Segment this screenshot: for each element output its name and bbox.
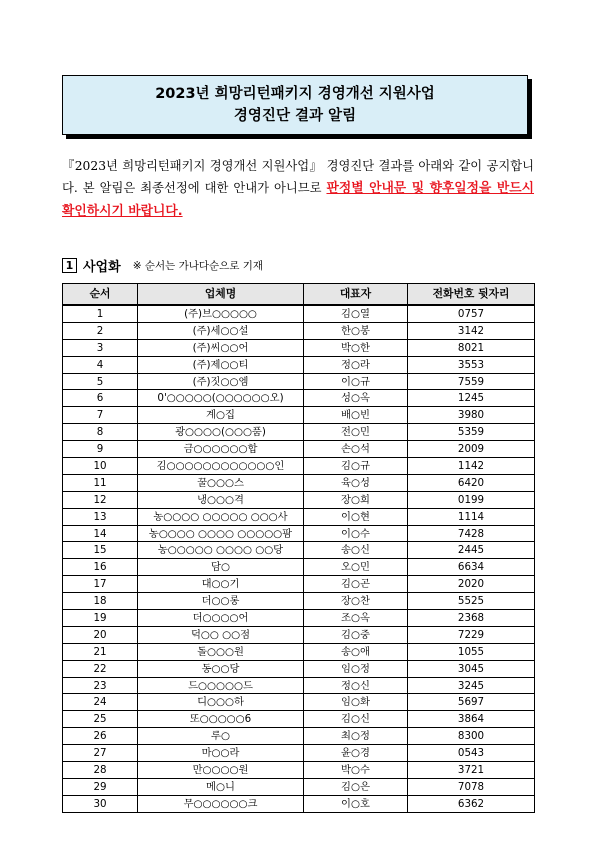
cell-order: 11 bbox=[63, 474, 138, 491]
cell-order: 4 bbox=[63, 356, 138, 373]
cell-phone-last: 5525 bbox=[408, 593, 535, 610]
cell-company: 광○○○○(○○○품) bbox=[138, 424, 304, 441]
cell-order: 27 bbox=[63, 745, 138, 762]
cell-company: 마○○라 bbox=[138, 745, 304, 762]
table-row bbox=[63, 508, 535, 525]
cell-order: 3 bbox=[63, 339, 138, 356]
cell-company: 농○○○○ ○○○○ ○○○○○팜 bbox=[138, 525, 304, 542]
cell-representative: 오○민 bbox=[304, 559, 408, 576]
table-row bbox=[63, 728, 535, 745]
cell-phone-last: 6420 bbox=[408, 474, 535, 491]
cell-phone-last: 0199 bbox=[408, 491, 535, 508]
cell-order: 24 bbox=[63, 694, 138, 711]
cell-phone-last: 3553 bbox=[408, 356, 535, 373]
cell-order: 7 bbox=[63, 407, 138, 424]
table-row bbox=[63, 458, 535, 475]
table-row bbox=[63, 559, 535, 576]
section-number-box: 1 bbox=[62, 258, 77, 273]
cell-phone-last: 1114 bbox=[408, 508, 535, 525]
table-row bbox=[63, 322, 535, 339]
notice-title-line-1: 2023년 희망리턴패키지 경영개선 지원사업 bbox=[155, 86, 435, 102]
cell-order: 29 bbox=[63, 778, 138, 795]
cell-representative: 김○중 bbox=[304, 626, 408, 643]
table-row bbox=[63, 390, 535, 407]
cell-phone-last: 5697 bbox=[408, 694, 535, 711]
cell-representative: 박○한 bbox=[304, 339, 408, 356]
cell-company: 김○○○○○○○○○○○○인 bbox=[138, 458, 304, 475]
cell-order: 10 bbox=[63, 458, 138, 475]
cell-company: (주)브○○○○○ bbox=[138, 305, 304, 322]
cell-order: 19 bbox=[63, 610, 138, 627]
table-header-row bbox=[63, 284, 535, 306]
cell-company: 덕○○ ○○점 bbox=[138, 626, 304, 643]
cell-order: 23 bbox=[63, 677, 138, 694]
cell-representative: 이○현 bbox=[304, 508, 408, 525]
section-note: ※ 순서는 가나다순으로 기재 bbox=[132, 260, 264, 272]
cell-representative: 장○찬 bbox=[304, 593, 408, 610]
header-phone-last: 전화번호 뒷자리 bbox=[408, 284, 535, 306]
cell-company: 루○ bbox=[138, 728, 304, 745]
cell-phone-last: 7559 bbox=[408, 373, 535, 390]
cell-order: 20 bbox=[63, 626, 138, 643]
cell-representative: 박○수 bbox=[304, 762, 408, 779]
cell-representative: 임○화 bbox=[304, 694, 408, 711]
cell-company: 디○○○하 bbox=[138, 694, 304, 711]
cell-representative: 장○희 bbox=[304, 491, 408, 508]
table-row bbox=[63, 474, 535, 491]
cell-representative: 김○은 bbox=[304, 778, 408, 795]
table-row bbox=[63, 407, 535, 424]
cell-representative: 전○민 bbox=[304, 424, 408, 441]
table-row bbox=[63, 525, 535, 542]
table-row bbox=[63, 626, 535, 643]
cell-phone-last: 3721 bbox=[408, 762, 535, 779]
cell-phone-last: 2368 bbox=[408, 610, 535, 627]
cell-phone-last: 3245 bbox=[408, 677, 535, 694]
cell-representative: 조○옥 bbox=[304, 610, 408, 627]
cell-company: 돌○○○원 bbox=[138, 643, 304, 660]
intro-paragraph bbox=[62, 155, 534, 223]
cell-phone-last: 2009 bbox=[408, 441, 535, 458]
cell-representative: 김○곤 bbox=[304, 576, 408, 593]
cell-representative: 이○규 bbox=[304, 373, 408, 390]
cell-order: 21 bbox=[63, 643, 138, 660]
cell-phone-last: 3142 bbox=[408, 322, 535, 339]
cell-phone-last: 3045 bbox=[408, 660, 535, 677]
table-row bbox=[63, 795, 535, 812]
table-row bbox=[63, 593, 535, 610]
cell-company: 드○○○○○드 bbox=[138, 677, 304, 694]
table-row bbox=[63, 424, 535, 441]
cell-representative: 이○수 bbox=[304, 525, 408, 542]
cell-phone-last: 7078 bbox=[408, 778, 535, 795]
cell-order: 26 bbox=[63, 728, 138, 745]
cell-representative: 정○신 bbox=[304, 677, 408, 694]
cell-representative: 이○호 bbox=[304, 795, 408, 812]
table-row bbox=[63, 373, 535, 390]
notice-title-line-2: 경영진단 결과 알림 bbox=[233, 108, 357, 124]
cell-order: 14 bbox=[63, 525, 138, 542]
cell-company: 메○니 bbox=[138, 778, 304, 795]
cell-representative: 김○신 bbox=[304, 711, 408, 728]
cell-phone-last: 7428 bbox=[408, 525, 535, 542]
cell-phone-last: 1245 bbox=[408, 390, 535, 407]
table-row bbox=[63, 711, 535, 728]
table-row bbox=[63, 339, 535, 356]
cell-representative: 육○성 bbox=[304, 474, 408, 491]
cell-representative: 배○빈 bbox=[304, 407, 408, 424]
cell-order: 28 bbox=[63, 762, 138, 779]
cell-order: 30 bbox=[63, 795, 138, 812]
cell-company: 동○○당 bbox=[138, 660, 304, 677]
cell-company: (주)세○○설 bbox=[138, 322, 304, 339]
table-row bbox=[63, 305, 535, 322]
cell-phone-last: 8021 bbox=[408, 339, 535, 356]
cell-representative: 김○규 bbox=[304, 458, 408, 475]
section-title: 사업화 bbox=[83, 260, 121, 275]
cell-company: 대○○기 bbox=[138, 576, 304, 593]
cell-order: 17 bbox=[63, 576, 138, 593]
cell-phone-last: 1142 bbox=[408, 458, 535, 475]
table-row bbox=[63, 610, 535, 627]
table-row bbox=[63, 694, 535, 711]
cell-phone-last: 6634 bbox=[408, 559, 535, 576]
cell-company: 꿀○○○스 bbox=[138, 474, 304, 491]
notice-title-box bbox=[62, 75, 528, 135]
cell-company: 0'○○○○○(○○○○○○오) bbox=[138, 390, 304, 407]
table-row bbox=[63, 745, 535, 762]
cell-representative: 김○열 bbox=[304, 305, 408, 322]
cell-representative: 송○신 bbox=[304, 542, 408, 559]
header-representative: 대표자 bbox=[304, 284, 408, 306]
table-row bbox=[63, 542, 535, 559]
cell-phone-last: 5359 bbox=[408, 424, 535, 441]
cell-phone-last: 7229 bbox=[408, 626, 535, 643]
table-row bbox=[63, 441, 535, 458]
cell-phone-last: 2020 bbox=[408, 576, 535, 593]
cell-order: 9 bbox=[63, 441, 138, 458]
cell-order: 8 bbox=[63, 424, 138, 441]
cell-company: 농○○○○○ ○○○○ ○○당 bbox=[138, 542, 304, 559]
header-company: 업체명 bbox=[138, 284, 304, 306]
cell-order: 2 bbox=[63, 322, 138, 339]
cell-order: 12 bbox=[63, 491, 138, 508]
table-row bbox=[63, 762, 535, 779]
cell-representative: 임○정 bbox=[304, 660, 408, 677]
table-body bbox=[63, 305, 535, 812]
cell-company: (주)제○○티 bbox=[138, 356, 304, 373]
cell-representative: 한○봉 bbox=[304, 322, 408, 339]
table-row bbox=[63, 576, 535, 593]
cell-phone-last: 8300 bbox=[408, 728, 535, 745]
intro-emphasis: 판정별 안내문 및 향후일정을 반드시 확인하시기 바랍니다. bbox=[62, 181, 535, 219]
cell-representative: 손○석 bbox=[304, 441, 408, 458]
table-row bbox=[63, 643, 535, 660]
cell-order: 5 bbox=[63, 373, 138, 390]
cell-company: 더○○롱 bbox=[138, 593, 304, 610]
cell-company: 농○○○○ ○○○○○ ○○○사 bbox=[138, 508, 304, 525]
cell-phone-last: 6362 bbox=[408, 795, 535, 812]
cell-order: 15 bbox=[63, 542, 138, 559]
table-row bbox=[63, 491, 535, 508]
cell-representative: 성○옥 bbox=[304, 390, 408, 407]
section-header bbox=[62, 256, 263, 275]
cell-order: 22 bbox=[63, 660, 138, 677]
cell-company: 무○○○○○○크 bbox=[138, 795, 304, 812]
cell-company: 더○○○○어 bbox=[138, 610, 304, 627]
cell-phone-last: 1055 bbox=[408, 643, 535, 660]
intro-text: 『2023년 희망리턴패키지 경영개선 지원사업』 경영진단 결과를 아래와 같이 공지합니다. 본 알림은 최종선정에 대한 안내가 아니므로 bbox=[62, 159, 534, 195]
cell-phone-last: 3980 bbox=[408, 407, 535, 424]
cell-phone-last: 0543 bbox=[408, 745, 535, 762]
cell-representative: 윤○경 bbox=[304, 745, 408, 762]
cell-company: 또○○○○○6 bbox=[138, 711, 304, 728]
cell-company: 만○○○○원 bbox=[138, 762, 304, 779]
cell-company: 냉○○○격 bbox=[138, 491, 304, 508]
cell-company: (주)짓○○엠 bbox=[138, 373, 304, 390]
table-row bbox=[63, 778, 535, 795]
cell-order: 1 bbox=[63, 305, 138, 322]
cell-order: 6 bbox=[63, 390, 138, 407]
cell-phone-last: 0757 bbox=[408, 305, 535, 322]
table-row bbox=[63, 660, 535, 677]
header-order: 순서 bbox=[63, 284, 138, 306]
table-row bbox=[63, 677, 535, 694]
cell-company: 계○집 bbox=[138, 407, 304, 424]
cell-company: 금○○○○○○합 bbox=[138, 441, 304, 458]
cell-representative: 송○애 bbox=[304, 643, 408, 660]
table-row bbox=[63, 356, 535, 373]
cell-company: (주)씨○○어 bbox=[138, 339, 304, 356]
business-list-table bbox=[62, 283, 535, 813]
cell-order: 25 bbox=[63, 711, 138, 728]
cell-phone-last: 3864 bbox=[408, 711, 535, 728]
cell-representative: 최○정 bbox=[304, 728, 408, 745]
cell-phone-last: 2445 bbox=[408, 542, 535, 559]
cell-order: 18 bbox=[63, 593, 138, 610]
cell-company: 담○ bbox=[138, 559, 304, 576]
cell-order: 13 bbox=[63, 508, 138, 525]
cell-order: 16 bbox=[63, 559, 138, 576]
cell-representative: 정○라 bbox=[304, 356, 408, 373]
